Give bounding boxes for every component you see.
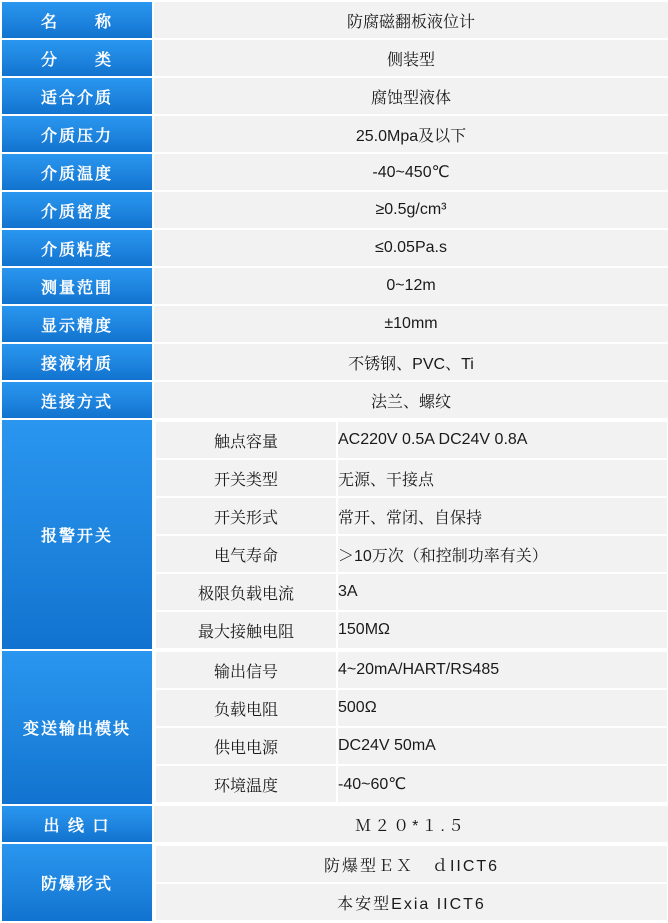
- list-item: [155, 689, 668, 727]
- row-label-medium-temperature: 介质温度: [1, 153, 153, 191]
- transmitter-power-supply-label: 供电电源: [155, 727, 337, 765]
- table-row: [1, 1, 668, 39]
- row-label-category: 分 类: [1, 39, 153, 77]
- row-label-explosion-proof: 防爆形式: [1, 843, 153, 922]
- explosion-proof-type-2: 本安型Exia IICT6: [155, 883, 668, 921]
- transmitter-ambient-temperature-value: -40~60℃: [337, 765, 668, 803]
- row-label-measuring-range: 测量范围: [1, 267, 153, 305]
- alarm-switch-form-value: 常开、常闭、自保持: [337, 497, 668, 535]
- alarm-contact-capacity-label: 触点容量: [155, 421, 337, 459]
- row-value-display-accuracy: ±10mm: [153, 305, 668, 343]
- explosion-proof-subtable: [154, 844, 668, 922]
- alarm-switch-detail-group: [153, 419, 668, 650]
- list-item: [155, 459, 668, 497]
- row-value-medium-temperature: -40~450℃: [153, 153, 668, 191]
- row-value-name: 防腐磁翻板液位计: [153, 1, 668, 39]
- explosion-proof-type-1: 防爆型ＥＸ ｄIICT6: [155, 845, 668, 883]
- explosion-proof-detail-group: [153, 843, 668, 922]
- row-label-display-accuracy: 显示精度: [1, 305, 153, 343]
- table-row: [1, 153, 668, 191]
- list-item: [155, 727, 668, 765]
- table-row: [1, 115, 668, 153]
- row-label-transmitter-module: 变送输出模块: [1, 650, 153, 805]
- row-label-outlet: 出 线 口: [1, 805, 153, 843]
- table-row-outlet: [1, 805, 668, 843]
- row-label-name: 名 称: [1, 1, 153, 39]
- table-row: [1, 343, 668, 381]
- alarm-max-contact-resistance-value: 150MΩ: [337, 611, 668, 649]
- alarm-switch-subtable: [154, 420, 668, 650]
- row-label-suitable-medium: 适合介质: [1, 77, 153, 115]
- transmitter-output-signal-value: 4~20mA/HART/RS485: [337, 651, 668, 689]
- table-row-transmitter-module: [1, 650, 668, 805]
- row-label-medium-viscosity: 介质粘度: [1, 229, 153, 267]
- row-value-medium-pressure: 25.0Mpa及以下: [153, 115, 668, 153]
- transmitter-output-signal-label: 输出信号: [155, 651, 337, 689]
- row-label-alarm-switch: 报警开关: [1, 419, 153, 650]
- row-label-connection-type: 连接方式: [1, 381, 153, 419]
- row-label-wetted-material: 接液材质: [1, 343, 153, 381]
- transmitter-power-supply-value: DC24V 50mA: [337, 727, 668, 765]
- alarm-limit-load-current-label: 极限负载电流: [155, 573, 337, 611]
- table-row-explosion-proof: [1, 843, 668, 922]
- row-label-medium-density: 介质密度: [1, 191, 153, 229]
- transmitter-load-resistance-label: 负载电阻: [155, 689, 337, 727]
- list-item: [155, 651, 668, 689]
- alarm-contact-capacity-value: AC220V 0.5A DC24V 0.8A: [337, 421, 668, 459]
- spec-table-body: [1, 1, 668, 922]
- list-item: [155, 421, 668, 459]
- alarm-switch-form-label: 开关形式: [155, 497, 337, 535]
- row-value-suitable-medium: 腐蚀型液体: [153, 77, 668, 115]
- row-value-wetted-material: 不锈钢、PVC、Ti: [153, 343, 668, 381]
- row-value-medium-density: ≥0.5g/cm³: [153, 191, 668, 229]
- row-value-medium-viscosity: ≤0.05Pa.s: [153, 229, 668, 267]
- row-value-outlet: Ｍ２０*１.５: [153, 805, 668, 843]
- table-row: [1, 77, 668, 115]
- transmitter-load-resistance-value: 500Ω: [337, 689, 668, 727]
- list-item: [155, 497, 668, 535]
- table-row: [1, 39, 668, 77]
- list-item: [155, 765, 668, 803]
- alarm-electrical-life-value: ＞10万次（和控制功率有关）: [337, 535, 668, 573]
- alarm-max-contact-resistance-label: 最大接触电阻: [155, 611, 337, 649]
- alarm-electrical-life-label: 电气寿命: [155, 535, 337, 573]
- row-value-connection-type: 法兰、螺纹: [153, 381, 668, 419]
- list-item: [155, 883, 668, 921]
- alarm-switch-type-label: 开关类型: [155, 459, 337, 497]
- row-value-measuring-range: 0~12m: [153, 267, 668, 305]
- list-item: [155, 611, 668, 649]
- alarm-switch-type-value: 无源、干接点: [337, 459, 668, 497]
- row-label-medium-pressure: 介质压力: [1, 115, 153, 153]
- table-row: [1, 305, 668, 343]
- table-row: [1, 381, 668, 419]
- list-item: [155, 573, 668, 611]
- table-row: [1, 191, 668, 229]
- transmitter-ambient-temperature-label: 环境温度: [155, 765, 337, 803]
- transmitter-detail-group: [153, 650, 668, 805]
- table-row: [1, 267, 668, 305]
- table-row-alarm-switch: [1, 419, 668, 650]
- table-row: [1, 229, 668, 267]
- row-value-category: 侧装型: [153, 39, 668, 77]
- list-item: [155, 845, 668, 883]
- list-item: [155, 535, 668, 573]
- alarm-limit-load-current-value: 3A: [337, 573, 668, 611]
- transmitter-subtable: [154, 650, 668, 804]
